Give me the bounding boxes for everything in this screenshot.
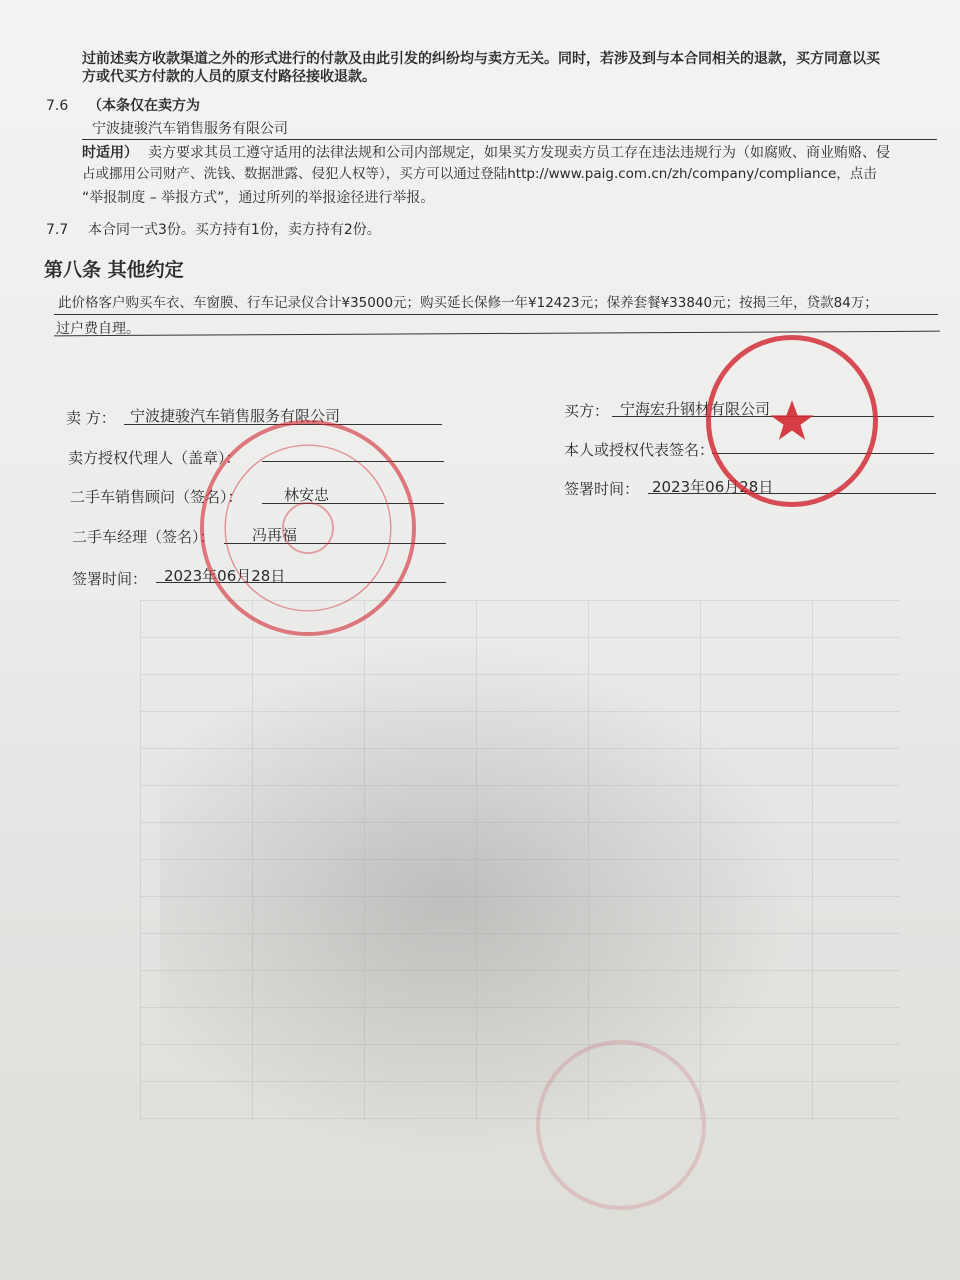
seller-advisor-label: 二手车销售顾问（签名）：: [70, 488, 243, 506]
article-8-title: 第八条 其他约定: [44, 259, 184, 281]
seller-agent-label: 卖方授权代理人（盖章）：: [68, 449, 241, 467]
seller-label: 卖 方：: [66, 409, 116, 427]
clause-7-7-text: 本合同一式3份。买方持有1份，卖方持有2份。: [88, 222, 381, 238]
buyer-rep-label: 本人或授权代表签名：: [564, 441, 715, 459]
bleed-through-table: [140, 600, 900, 1120]
clause-7-7-number: 7.7: [46, 222, 69, 238]
article-8-underline-1: [54, 314, 938, 315]
seller-name: 宁波捷骏汽车销售服务有限公司: [130, 407, 341, 425]
company-underline: [82, 139, 937, 140]
seller-manager-name: 冯再福: [252, 526, 298, 544]
clause-7-6-line-2: 占或挪用公司财产、洗钱、数据泄露、侵犯人权等），买方可以通过登陆http://www.paig.com.cn/zh/company/compliance，点击: [82, 166, 877, 182]
clause-7-6-company: 宁波捷骏汽车销售服务有限公司: [92, 121, 288, 137]
clause-7-6-line-1: 卖方要求其员工遵守适用的法律法规和公司内部规定，如果买方发现卖方员工存在违法违规行为（如腐败、商业贿赂、侵: [148, 145, 890, 161]
buyer-date-label: 签署时间：: [564, 480, 640, 498]
buyer-date: 2023年06月28日: [652, 478, 774, 496]
buyer-name: 宁海宏升钢材有限公司: [620, 400, 771, 418]
clause-7-6-number: 7.6: [46, 98, 69, 114]
buyer-label: 买方：: [564, 402, 610, 420]
seller-stamp-graphic: [204, 424, 412, 632]
intro-line-2: 方或代买方付款的人员的原支付路径接收退款。: [82, 69, 376, 85]
seller-date: 2023年06月28日: [164, 567, 286, 585]
intro-line-1: 过前述卖方收款渠道之外的形式进行的付款及由此引发的纠纷均与卖方无关。同时，若涉及到与本合同相关的退款，买方同意以买: [82, 51, 880, 67]
seller-date-label: 签署时间：: [72, 570, 148, 588]
bleed-through-stamp: [536, 1040, 706, 1210]
buyer-stamp-graphic: [711, 340, 873, 502]
buyer-stamp: [706, 335, 878, 507]
clause-7-6-applies: 时适用）: [82, 145, 138, 161]
seller-stamp: [200, 420, 416, 636]
seller-advisor-name: 林安忠: [284, 486, 330, 504]
article-8-line-1: 此价格客户购买车衣、车窗膜、行车记录仪合计¥35000元；购买延长保修一年¥12423元；保养套餐¥33840元；按揭三年，贷款84万；: [58, 295, 878, 311]
article-8-line-2: 过户费自理。: [56, 321, 140, 337]
clause-7-6-line-3: “举报制度 – 举报方式”，通过所列的举报途径进行举报。: [82, 190, 435, 206]
seller-manager-label: 二手车经理（签名）：: [72, 528, 215, 546]
clause-7-6-head: （本条仅在卖方为: [88, 98, 200, 114]
